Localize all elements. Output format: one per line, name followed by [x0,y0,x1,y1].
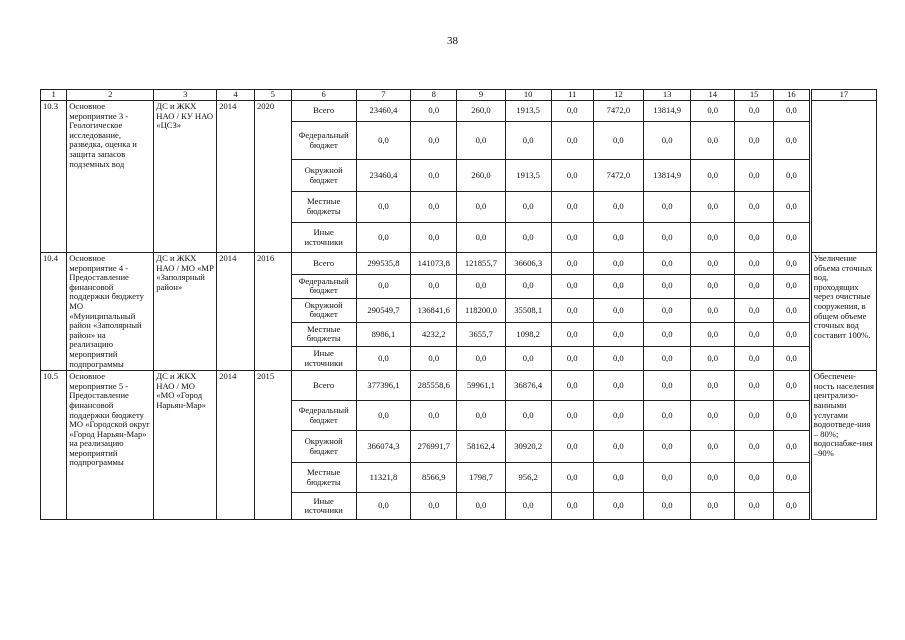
amount-cell: 0,0 [505,347,551,371]
amount-cell: 0,0 [774,101,811,122]
amount-cell: 0,0 [691,192,735,223]
column-header: 13 [644,90,691,101]
amount-cell: 0,0 [593,347,643,371]
amount-cell: 0,0 [457,401,505,431]
funding-source: Окружной бюджет [291,298,356,322]
amount-cell: 0,0 [691,274,735,298]
amount-cell: 0,0 [551,223,593,253]
amount-cell: 136841,6 [411,298,457,322]
amount-cell: 0,0 [411,122,457,160]
amount-cell: 0,0 [551,371,593,401]
amount-cell: 0,0 [356,401,411,431]
amount-cell: 0,0 [593,192,643,223]
amount-cell: 1913,5 [505,160,551,192]
amount-cell: 0,0 [411,192,457,223]
amount-cell: 0,0 [691,223,735,253]
amount-cell: 7472,0 [593,160,643,192]
amount-cell: 0,0 [644,371,691,401]
amount-cell: 0,0 [593,298,643,322]
expected-result: Обеспечен-ность населения централизо-ванными услугами водоотведе-ния – 80%; водоснабже-ния –90% [810,371,876,520]
amount-cell: 0,0 [356,347,411,371]
amount-cell: 7472,0 [593,101,643,122]
column-header: 17 [810,90,876,101]
amount-cell: 35508,1 [505,298,551,322]
amount-cell: 13814,9 [644,101,691,122]
amount-cell: 0,0 [774,401,811,431]
amount-cell: 0,0 [644,347,691,371]
amount-cell: 0,0 [593,493,643,520]
page-number: 38 [447,35,458,47]
start-year: 2014 [217,253,255,371]
column-header: 2 [67,90,154,101]
amount-cell: 0,0 [593,371,643,401]
amount-cell: 0,0 [691,431,735,463]
amount-cell: 0,0 [505,493,551,520]
amount-cell: 0,0 [774,274,811,298]
table-row [41,101,877,122]
item-number: 10.4 [41,253,67,371]
amount-cell: 299535,8 [356,253,411,275]
expected-result: Увеличение объема сточных вод, проходящих через очистные сооружения, в общем объеме сточных вод составит 100%. [810,253,876,371]
amount-cell: 0,0 [644,122,691,160]
amount-cell: 0,0 [457,493,505,520]
header-row [41,90,877,101]
column-header: 3 [154,90,217,101]
amount-cell: 0,0 [505,223,551,253]
column-header: 11 [551,90,593,101]
start-year: 2014 [217,371,255,520]
table-row [41,371,877,401]
amount-cell: 0,0 [691,298,735,322]
column-header: 14 [691,90,735,101]
amount-cell: 0,0 [551,101,593,122]
amount-cell: 0,0 [457,192,505,223]
amount-cell: 0,0 [551,322,593,346]
funding-source: Местные бюджеты [291,463,356,493]
amount-cell: 59961,1 [457,371,505,401]
amount-cell: 0,0 [411,101,457,122]
amount-cell: 0,0 [411,493,457,520]
amount-cell: 0,0 [551,192,593,223]
funding-source: Всего [291,253,356,275]
amount-cell: 0,0 [691,401,735,431]
amount-cell: 0,0 [735,223,774,253]
amount-cell: 0,0 [593,322,643,346]
amount-cell: 0,0 [774,463,811,493]
amount-cell: 0,0 [356,192,411,223]
amount-cell: 13814,9 [644,160,691,192]
amount-cell: 0,0 [457,274,505,298]
amount-cell: 0,0 [735,431,774,463]
amount-cell: 0,0 [593,431,643,463]
amount-cell: 23460,4 [356,101,411,122]
amount-cell: 0,0 [735,122,774,160]
amount-cell: 0,0 [735,401,774,431]
amount-cell: 0,0 [735,298,774,322]
column-header: 6 [291,90,356,101]
amount-cell: 0,0 [735,371,774,401]
funding-source: Иные источники [291,223,356,253]
column-header: 16 [774,90,811,101]
funding-source: Иные источники [291,347,356,371]
amount-cell: 377396,1 [356,371,411,401]
amount-cell: 0,0 [411,347,457,371]
amount-cell: 0,0 [457,122,505,160]
amount-cell: 0,0 [644,223,691,253]
amount-cell: 0,0 [551,401,593,431]
amount-cell: 0,0 [593,401,643,431]
amount-cell: 36606,3 [505,253,551,275]
amount-cell: 0,0 [457,347,505,371]
amount-cell: 0,0 [457,223,505,253]
amount-cell: 0,0 [644,253,691,275]
amount-cell: 0,0 [411,223,457,253]
amount-cell: 0,0 [356,493,411,520]
column-header: 5 [254,90,291,101]
executor: ДС и ЖКХ НАО / МО «МР «Заполярный район» [154,253,217,371]
funding-source: Иные источники [291,493,356,520]
executor: ДС и ЖКХ НАО / МО «МО «Город Нарьян-Мар» [154,371,217,520]
amount-cell: 0,0 [735,192,774,223]
amount-cell: 0,0 [411,160,457,192]
amount-cell: 0,0 [644,322,691,346]
amount-cell: 0,0 [505,401,551,431]
amount-cell: 0,0 [551,463,593,493]
amount-cell: 141073,8 [411,253,457,275]
amount-cell: 0,0 [735,493,774,520]
amount-cell: 0,0 [774,431,811,463]
amount-cell: 0,0 [551,122,593,160]
column-header: 15 [735,90,774,101]
amount-cell: 0,0 [774,371,811,401]
amount-cell: 0,0 [551,298,593,322]
amount-cell: 0,0 [691,347,735,371]
amount-cell: 0,0 [551,160,593,192]
amount-cell: 1913,5 [505,101,551,122]
amount-cell: 0,0 [735,322,774,346]
amount-cell: 0,0 [593,223,643,253]
amount-cell: 0,0 [411,274,457,298]
column-header: 10 [505,90,551,101]
amount-cell: 0,0 [644,431,691,463]
funding-source: Федеральный бюджет [291,274,356,298]
amount-cell: 121855,7 [457,253,505,275]
amount-cell: 0,0 [505,192,551,223]
end-year: 2020 [254,101,291,253]
amount-cell: 0,0 [691,493,735,520]
amount-cell: 0,0 [735,274,774,298]
amount-cell: 0,0 [593,122,643,160]
amount-cell: 0,0 [735,463,774,493]
amount-cell: 0,0 [735,253,774,275]
amount-cell: 285558,6 [411,371,457,401]
amount-cell: 0,0 [774,347,811,371]
amount-cell: 0,0 [691,122,735,160]
amount-cell: 0,0 [774,493,811,520]
amount-cell: 0,0 [774,192,811,223]
column-header: 12 [593,90,643,101]
amount-cell: 290549,7 [356,298,411,322]
amount-cell: 0,0 [774,122,811,160]
table-row [41,253,877,275]
amount-cell: 8986,1 [356,322,411,346]
amount-cell: 0,0 [593,274,643,298]
amount-cell: 11321,8 [356,463,411,493]
end-year: 2016 [254,253,291,371]
amount-cell: 0,0 [551,253,593,275]
expected-result [810,101,876,253]
amount-cell: 276991,7 [411,431,457,463]
column-header: 8 [411,90,457,101]
amount-cell: 0,0 [644,463,691,493]
funding-source: Федеральный бюджет [291,122,356,160]
amount-cell: 0,0 [644,401,691,431]
amount-cell: 0,0 [356,223,411,253]
funding-source: Окружной бюджет [291,431,356,463]
amount-cell: 0,0 [774,160,811,192]
column-header: 9 [457,90,505,101]
amount-cell: 0,0 [644,192,691,223]
amount-cell: 0,0 [774,298,811,322]
amount-cell: 8566,9 [411,463,457,493]
activity-name: Основное мероприятие 3 - Геологическое исследование, разведка, оценка и защита запасов подземных вод [67,101,154,253]
amount-cell: 0,0 [691,160,735,192]
amount-cell: 0,0 [735,347,774,371]
amount-cell: 956,2 [505,463,551,493]
amount-cell: 0,0 [356,274,411,298]
start-year: 2014 [217,101,255,253]
amount-cell: 36876,4 [505,371,551,401]
activity-name: Основное мероприятие 5 - Предоставление финансовой поддержки бюджету МО «Городской округ «Город Нарьян-Мар» на реализацию мероприятий подпрограммы [67,371,154,520]
activity-name: Основное мероприятие 4 - Предоставление финансовой поддержки бюджету МО «Муниципальный район «Заполярный район» на реализацию мероприятий подпрограммы [67,253,154,371]
funding-source: Всего [291,371,356,401]
amount-cell: 0,0 [691,322,735,346]
amount-cell: 0,0 [774,223,811,253]
amount-cell: 58162,4 [457,431,505,463]
end-year: 2015 [254,371,291,520]
amount-cell: 0,0 [691,101,735,122]
amount-cell: 0,0 [356,122,411,160]
executor: ДС и ЖКХ НАО / КУ НАО «ЦСЗ» [154,101,217,253]
amount-cell: 0,0 [551,431,593,463]
amount-cell: 118200,0 [457,298,505,322]
amount-cell: 260,0 [457,160,505,192]
amount-cell: 23460,4 [356,160,411,192]
amount-cell: 0,0 [505,122,551,160]
amount-cell: 0,0 [691,253,735,275]
amount-cell: 0,0 [691,463,735,493]
funding-source: Местные бюджеты [291,192,356,223]
amount-cell: 0,0 [505,274,551,298]
amount-cell: 30920,2 [505,431,551,463]
amount-cell: 3655,7 [457,322,505,346]
amount-cell: 0,0 [691,371,735,401]
amount-cell: 366074,3 [356,431,411,463]
column-header: 7 [356,90,411,101]
amount-cell: 0,0 [551,274,593,298]
column-header: 4 [217,90,255,101]
funding-source: Окружной бюджет [291,160,356,192]
funding-source: Местные бюджеты [291,322,356,346]
item-number: 10.3 [41,101,67,253]
amount-cell: 0,0 [551,493,593,520]
funding-source: Федеральный бюджет [291,401,356,431]
column-header: 1 [41,90,67,101]
amount-cell: 0,0 [774,253,811,275]
amount-cell: 0,0 [774,322,811,346]
amount-cell: 0,0 [644,298,691,322]
amount-cell: 0,0 [593,253,643,275]
amount-cell: 4232,2 [411,322,457,346]
amount-cell: 1798,7 [457,463,505,493]
amount-cell: 1098,2 [505,322,551,346]
item-number: 10.5 [41,371,67,520]
amount-cell: 0,0 [411,401,457,431]
amount-cell: 0,0 [644,493,691,520]
amount-cell: 260,0 [457,101,505,122]
amount-cell: 0,0 [735,160,774,192]
funding-source: Всего [291,101,356,122]
amount-cell: 0,0 [593,463,643,493]
amount-cell: 0,0 [735,101,774,122]
amount-cell: 0,0 [551,347,593,371]
budget-table [40,89,877,520]
amount-cell: 0,0 [644,274,691,298]
